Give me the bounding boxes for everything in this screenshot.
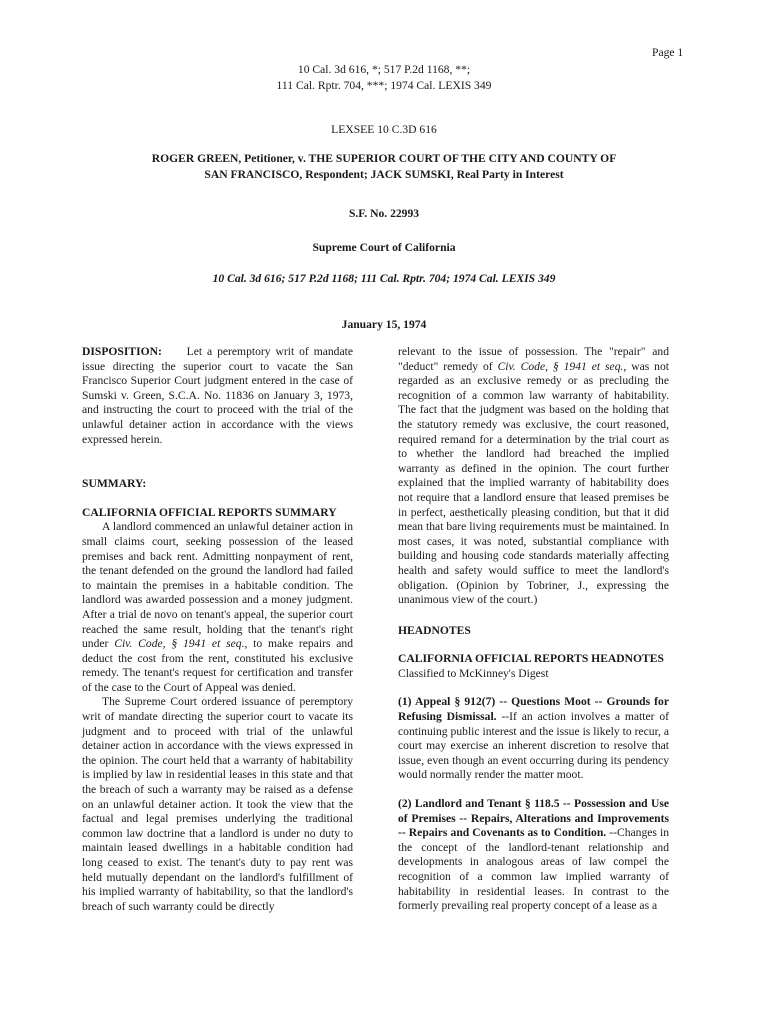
disposition-label: DISPOSITION: [82,345,162,358]
right-column [398,345,669,914]
headnote-2 [398,797,669,914]
court-name: Supreme Court of California [312,241,456,254]
page-number: Page 1 [652,46,684,59]
headnotes-heading: CALIFORNIA OFFICIAL REPORTS HEADNOTES [398,652,664,666]
case-parties: ROGER GREEN, Petitioner, v. THE SUPERIOR COURT OF THE CITY AND COUNTY OF SAN FRANCISCO, Respondent; JACK SUMSKI, Real Party in Interest [151,152,617,181]
lexsee-reference: LEXSEE 10 C.3D 616 [331,123,437,136]
citation-header [140,62,628,93]
summary-paragraph [82,520,353,695]
reporter-citations: 10 Cal. 3d 616; 517 P.2d 1168; 111 Cal. Rptr. 704; 1974 Cal. LEXIS 349 [212,272,556,285]
summary-text: A landlord commenced an unlawful detainer action in small claims court, seeking possession of the leased premises and back rent. Admitting nonpayment of rent, the tenant defended on the ground the landlord had failed to maintain the premises in a habitable condition. The landlord was awarded possession and a money judgment. After a trial de novo on tenant's appeal, the superior court reached the same result, holding that the tenant's right under [82,520,353,651]
citation-line: 111 Cal. Rptr. 704, ***; 1974 Cal. LEXIS 349 [276,78,492,92]
summary-label: SUMMARY: [82,477,147,491]
left-column [82,345,353,914]
disposition-paragraph [82,345,353,447]
headnote-text: --If an action involves a matter of continuing public interest and the issue is likely to recur, a court may exercise an inherent discretion to resolve that issue, even though an event occurring during its pendency would normally render the matter moot. [398,710,669,782]
headnote-title: (1) Appeal § 912(7) -- Questions Moot -- Grounds for Refusing Dismissal. [398,695,669,724]
summary-text: , was not regarded as an exclusive remedy or as precluding the recognition of a common law warranty of habitability. The fact that the judgment was based on the holding that the statutory remedy was exclusive, the court reasoned, required remand for a determination by the trial court as to whether the landlord had breached the implied warranty as defined in the opinion. The court further explained that the implied warranty of habitability does not require that a landlord ensure that leased premises be in perfect, aesthetically pleasing condition, but that it did mean that bare living requirements must be maintained. In most cases, it was noted, substantial compliance with building and housing code standards materially affecting health and safety would suffice to meet the landlord's obligation. (Opinion by Tobriner, J., expressing the unanimous view of the court.) [398,359,669,607]
headnote-title: (2) Landlord and Tenant § 118.5 -- Possession and Use of Premises -- Repairs, Alterations and Improvements -- Repairs and Covenants as to Condition. [398,797,669,840]
summary-paragraph: The Supreme Court ordered issuance of peremptory writ of mandate directing the superior court to vacate its judgment and to proceed with trial of the unlawful detainer action in accordance with the views expressed in the opinion. The court held that a warranty of habitability is implied by law in residential leases in this state and that the breach of such a warranty may be raised as a defense on an unlawful detainer action. It took the view that the factual and legal premises underlying the traditional common law doctrine that a landlord is under no duty to maintain leased dwellings in a habitable condition had long ceased to exist. The tenant's duty to pay rent was held mutually dependant on the landlord's fulfillment of his implied warranty of habitability, so that the landlord's breach of such warranty could be directly [82,695,353,913]
headnote-text: --Changes in the concept of the landlord-tenant relationship and developments in analogous areas of law compel the recognition of a common law implied warranty of habitability in residential leases. In contrast to the formerly prevailing real property concept of a lease as a [398,826,669,913]
disposition-text: Let a peremptory writ of mandate issue directing the superior court to vacate the San Francisco Superior Court judgment entered in the case of Sumski v. Green, S.C.A. No. 11836 on January 3, 1973, and instructing the court to proceed with the trial of the unlawful detainer action in accordance with the views expressed herein. [82,345,353,446]
summary-heading: CALIFORNIA OFFICIAL REPORTS SUMMARY [82,505,337,519]
summary-text: , to make repairs and deduct the cost from the rent, constituted his exclusive remedy. The tenant's request for certification and transfer of the case to the Court of Appeal was denied. [82,637,353,694]
summary-text: relevant to the issue of possession. The "repair" and "deduct" remedy of [398,345,669,373]
summary-continuation [398,345,669,608]
decision-date: January 15, 1974 [341,318,427,331]
citation-line: 10 Cal. 3d 616, *; 517 P.2d 1168, **; [297,63,471,76]
headnote-1 [398,695,669,783]
statute-citation: Civ. Code, § 1941 et seq. [497,359,624,373]
headnotes-label: HEADNOTES [398,623,471,637]
statute-citation: Civ. Code, § 1941 et seq. [114,637,245,651]
docket-number: S.F. No. 22993 [348,207,420,220]
headnotes-classification: Classified to McKinney's Digest [398,666,549,680]
